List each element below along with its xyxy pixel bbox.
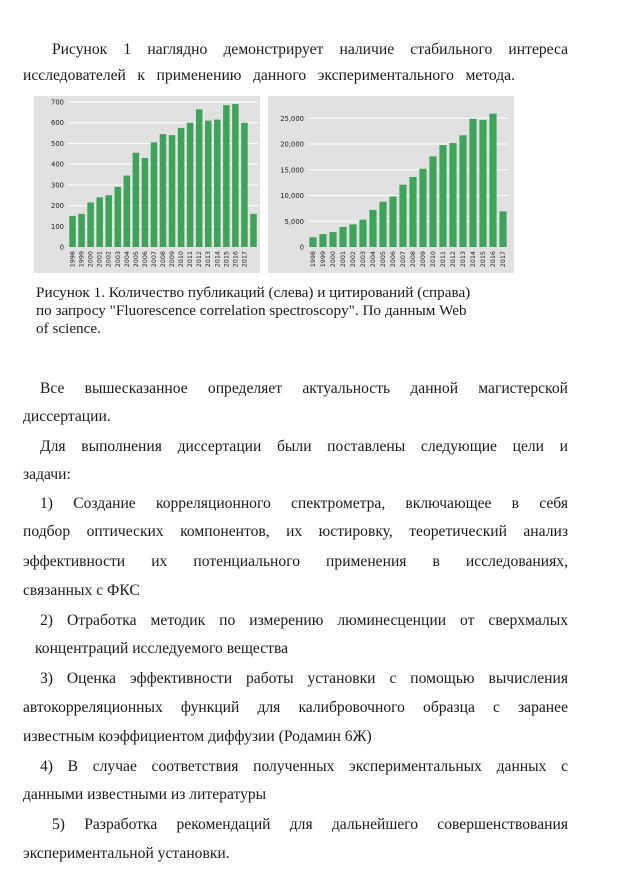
citations-bar [489, 114, 496, 247]
citations-xtick-label: 2015 [479, 251, 487, 268]
item-2-line-1: 2) Отработка методик по измерению люминесценции от сверхмалых [40, 612, 568, 629]
publications-bar [151, 142, 158, 247]
figure-caption-line-3: of science. [36, 320, 101, 337]
citations-xtick-label: 2013 [459, 251, 467, 268]
citations-ytick-label: 20,000 [280, 140, 304, 149]
publications-bar [69, 216, 76, 247]
publications-xtick-label: 2015 [222, 251, 231, 268]
publications-bar [196, 109, 203, 247]
publications-bar [160, 134, 167, 247]
publications-bar [142, 158, 149, 247]
publications-bar [87, 202, 94, 247]
publications-bar [241, 123, 248, 247]
item-3-line-2: автокорреляционных функций для калибровочного образца с заранее [23, 699, 568, 716]
p2-line-2: задачи: [23, 466, 71, 483]
citations-ytick-label: 10,000 [280, 192, 304, 201]
publications-bar [124, 176, 131, 247]
publications-ytick-label: 100 [51, 222, 64, 231]
item-4-line-2: данными известными из литературы [23, 786, 267, 803]
publications-xtick-label: 2016 [231, 251, 240, 268]
publications-bar [96, 197, 103, 247]
citations-bar [369, 210, 376, 247]
publications-ytick-label: 500 [51, 139, 64, 148]
citations-xtick-label: 2000 [329, 251, 337, 268]
publications-bar [214, 120, 221, 247]
citations-xtick-label: 2011 [439, 251, 447, 268]
publications-xtick-label: 2007 [149, 251, 158, 268]
citations-xtick-label: 2014 [469, 251, 477, 268]
publications-bar [205, 121, 212, 247]
citations-bar [409, 177, 416, 247]
publications-chart-svg [34, 96, 260, 273]
publications-xtick-label: 2005 [131, 251, 140, 268]
citations-xtick-label: 2004 [369, 251, 377, 268]
citations-xtick-label: 2009 [419, 251, 427, 268]
citations-bar [359, 220, 366, 247]
citations-bar [329, 232, 336, 247]
publications-xtick-label: 2000 [86, 251, 95, 268]
publications-xtick-label: 2012 [195, 251, 204, 268]
item-4-line-1: 4) В случае соответствия полученных экспериментальных данных с [40, 758, 568, 775]
intro-line-2: исследователей к применению данного экспериментального метода. [23, 67, 515, 84]
publications-ytick-label: 600 [51, 119, 64, 128]
publications-xtick-label: 2011 [186, 251, 195, 268]
p1-line-2: диссертации. [23, 408, 111, 425]
item-1-line-1: 1) Создание корреляционного спектрометра, включающее в себя [40, 495, 568, 512]
item-5-line-1: 5) Разработка рекомендаций для дальнейшего совершенствования [52, 816, 568, 833]
item-1-line-4: связанных с ФКС [23, 582, 140, 599]
citations-ytick-label: 25,000 [280, 114, 304, 123]
publications-xtick-label: 1998 [68, 251, 77, 268]
p1-line-1: Все вышесказанное определяет актуальность данной магистерской [40, 380, 568, 397]
citations-bar [339, 227, 346, 247]
publications-xtick-label: 2008 [159, 251, 167, 268]
publications-xtick-label: 2003 [113, 251, 122, 268]
citations-xtick-label: 2016 [489, 251, 497, 268]
citations-xtick-label: 2007 [399, 251, 407, 268]
publications-bar [105, 195, 112, 247]
publications-xtick-label: 2010 [177, 251, 186, 268]
citations-bar [449, 143, 456, 247]
citations-bar [389, 197, 396, 247]
publications-xtick-label: 1999 [77, 251, 86, 268]
publications-bar [232, 104, 239, 247]
item-3-line-3: известным коэффициентом диффузии (Родамин 6Ж) [23, 728, 372, 745]
citations-bar [459, 135, 466, 247]
citations-bar [439, 145, 446, 247]
item-3-line-1: 3) Оценка эффективности работы установки с помощью вычисления [40, 670, 568, 687]
citations-xtick-label: 2005 [379, 251, 387, 268]
publications-xtick-label: 2009 [168, 251, 177, 268]
citations-xtick-label: 2017 [499, 251, 507, 268]
citations-bar [499, 211, 506, 247]
citations-xtick-label: 2001 [339, 251, 347, 268]
citations-bar [479, 120, 486, 247]
publications-bar [223, 105, 230, 247]
citations-chart-svg [268, 96, 514, 273]
citations-bar [319, 234, 326, 247]
citations-xtick-label: 1999 [319, 251, 327, 268]
citations-xtick-label: 2012 [449, 251, 457, 268]
publications-bar [187, 123, 194, 247]
publications-bar [178, 128, 185, 247]
citations-bar [419, 169, 426, 247]
publications-bar [115, 187, 122, 247]
item-5-line-2: экспериментальной установки. [23, 845, 230, 862]
publications-xtick-label: 2006 [140, 251, 149, 268]
publications-xtick-label: 2004 [122, 251, 131, 268]
publications-ytick-label: 300 [51, 181, 64, 190]
p2-line-1: Для выполнения диссертации были поставлены следующие цели и [40, 438, 568, 455]
item-1-line-2: подбор оптических компонентов, их юстировку, теоретический анализ [23, 523, 568, 540]
citations-xtick-label: 1998 [309, 251, 317, 268]
figure-caption-line-1: Рисунок 1. Количество публикаций (слева) и цитирований (справа) [36, 284, 471, 301]
publications-xtick-label: 2002 [104, 251, 113, 268]
publications-xtick-label: 2001 [95, 251, 104, 268]
publications-ytick-label: 0 [59, 243, 64, 252]
publications-bar [250, 214, 257, 247]
figure-caption-line-2: по запросу "Fluorescence correlation spectroscopy". По данным Web [36, 302, 467, 319]
publications-xtick-label: 2013 [204, 251, 213, 268]
publications-ytick-label: 400 [51, 160, 64, 169]
citations-bar [379, 202, 386, 247]
item-2-line-2: концентраций исследуемого вещества [35, 640, 289, 657]
citations-chart [268, 96, 514, 273]
citations-bar [469, 119, 476, 247]
publications-chart [34, 96, 260, 273]
item-1-line-3: эффективности их потенциального применения в исследованиях, [23, 553, 568, 570]
citations-bar [309, 237, 316, 247]
citations-bar [429, 156, 436, 247]
publications-ytick-label: 200 [51, 202, 64, 211]
citations-xtick-label: 2003 [359, 251, 367, 268]
intro-line-1: Рисунок 1 наглядно демонстрирует наличие стабильного интереса [52, 41, 568, 58]
citations-xtick-label: 2002 [349, 251, 357, 268]
citations-bar [399, 185, 406, 247]
citations-ytick-label: 0 [299, 243, 304, 252]
publications-xtick-label: 2014 [213, 251, 222, 268]
publications-ytick-label: 700 [51, 98, 64, 107]
publications-bar [78, 214, 85, 247]
citations-xtick-label: 2008 [409, 251, 417, 268]
publications-bar [133, 153, 140, 247]
citations-ytick-label: 15,000 [280, 166, 304, 175]
publications-xtick-label: 2017 [240, 251, 249, 268]
citations-ytick-label: 5,000 [284, 217, 304, 226]
publications-bar [169, 135, 176, 247]
citations-bar [349, 224, 356, 247]
citations-xtick-label: 2010 [429, 251, 437, 268]
citations-xtick-label: 2006 [389, 251, 397, 268]
